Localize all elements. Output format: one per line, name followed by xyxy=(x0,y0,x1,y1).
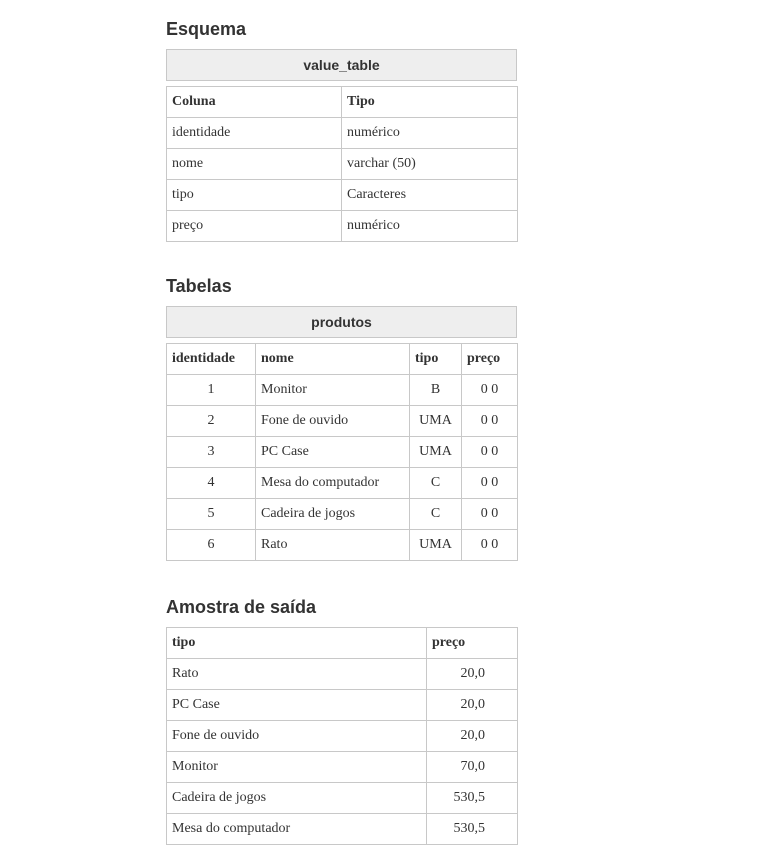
table-cell: 2 xyxy=(167,406,256,437)
table-cell: Rato xyxy=(256,530,410,561)
table-cell: 0 0 xyxy=(462,437,518,468)
table-row xyxy=(167,659,518,690)
table-cell: C xyxy=(410,499,462,530)
table-row xyxy=(167,375,518,406)
column-header: Coluna xyxy=(167,87,342,118)
table-cell: 3 xyxy=(167,437,256,468)
products-table-caption: produtos xyxy=(166,306,517,338)
table-row xyxy=(167,530,518,561)
table-cell: 530,5 xyxy=(427,814,518,845)
table-header-row xyxy=(167,344,518,375)
table-cell: Mesa do computador xyxy=(167,814,427,845)
table-row xyxy=(167,180,518,211)
table-cell: nome xyxy=(167,149,342,180)
table-cell: varchar (50) xyxy=(342,149,518,180)
column-header: tipo xyxy=(410,344,462,375)
table-row xyxy=(167,690,518,721)
table-row xyxy=(167,211,518,242)
table-row xyxy=(167,437,518,468)
column-header: preço xyxy=(462,344,518,375)
table-cell: UMA xyxy=(410,437,462,468)
table-cell: Cadeira de jogos xyxy=(256,499,410,530)
table-row xyxy=(167,752,518,783)
table-cell: 0 0 xyxy=(462,375,518,406)
column-header: preço xyxy=(427,628,518,659)
table-cell: UMA xyxy=(410,406,462,437)
table-cell: C xyxy=(410,468,462,499)
tables-heading: Tabelas xyxy=(166,276,232,296)
table-row xyxy=(167,406,518,437)
table-cell: PC Case xyxy=(256,437,410,468)
table-cell: 5 xyxy=(167,499,256,530)
table-cell: 6 xyxy=(167,530,256,561)
table-cell: 0 0 xyxy=(462,499,518,530)
table-cell: Mesa do computador xyxy=(256,468,410,499)
table-cell: Monitor xyxy=(167,752,427,783)
table-cell: 20,0 xyxy=(427,659,518,690)
column-header: tipo xyxy=(167,628,427,659)
table-cell: identidade xyxy=(167,118,342,149)
table-cell: Monitor xyxy=(256,375,410,406)
sample-output-table xyxy=(166,627,518,845)
table-cell: tipo xyxy=(167,180,342,211)
table-cell: preço xyxy=(167,211,342,242)
products-table xyxy=(166,343,518,561)
table-row xyxy=(167,118,518,149)
column-header: Tipo xyxy=(342,87,518,118)
table-cell: 20,0 xyxy=(427,690,518,721)
table-cell: 20,0 xyxy=(427,721,518,752)
table-cell: 0 0 xyxy=(462,406,518,437)
table-cell: UMA xyxy=(410,530,462,561)
schema-table-caption: value_table xyxy=(166,49,517,81)
table-row xyxy=(167,499,518,530)
table-row xyxy=(167,149,518,180)
table-header-row xyxy=(167,628,518,659)
table-row xyxy=(167,468,518,499)
column-header: nome xyxy=(256,344,410,375)
table-cell: B xyxy=(410,375,462,406)
table-cell: Fone de ouvido xyxy=(256,406,410,437)
table-cell: Cadeira de jogos xyxy=(167,783,427,814)
table-cell: numérico xyxy=(342,211,518,242)
schema-heading: Esquema xyxy=(166,19,247,39)
table-cell: 0 0 xyxy=(462,468,518,499)
schema-table xyxy=(166,86,518,242)
table-cell: 70,0 xyxy=(427,752,518,783)
table-header-row xyxy=(167,87,518,118)
table-row xyxy=(167,783,518,814)
table-cell: Fone de ouvido xyxy=(167,721,427,752)
table-cell: numérico xyxy=(342,118,518,149)
sample-output-heading: Amostra de saída xyxy=(166,597,317,617)
table-cell: 1 xyxy=(167,375,256,406)
table-cell: PC Case xyxy=(167,690,427,721)
column-header: identidade xyxy=(167,344,256,375)
table-cell: 0 0 xyxy=(462,530,518,561)
table-cell: Rato xyxy=(167,659,427,690)
table-cell: 530,5 xyxy=(427,783,518,814)
table-row xyxy=(167,721,518,752)
table-cell: Caracteres xyxy=(342,180,518,211)
table-row xyxy=(167,814,518,845)
table-cell: 4 xyxy=(167,468,256,499)
